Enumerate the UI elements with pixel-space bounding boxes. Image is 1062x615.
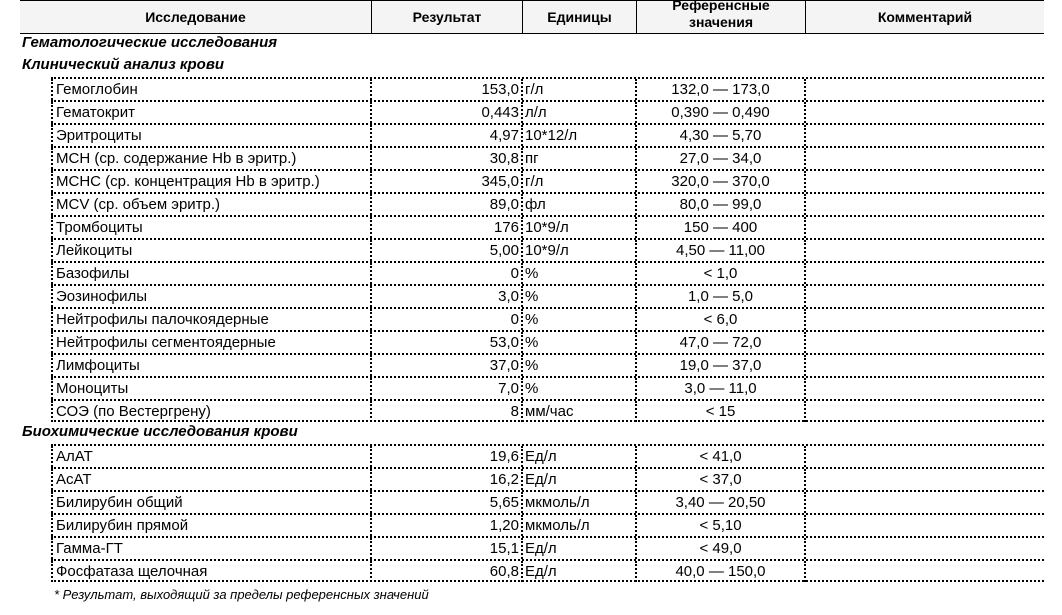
cbc-table — [51, 77, 1044, 422]
table-row — [51, 330, 1044, 353]
comment-cell — [804, 217, 1044, 238]
result-value-cell: 153,0 — [370, 79, 521, 100]
comment-cell — [804, 79, 1044, 100]
table-row — [51, 376, 1044, 399]
result-value-cell: 0 — [370, 309, 521, 330]
test-name-cell: Гематокрит — [51, 102, 370, 123]
test-name-cell: АсАТ — [51, 469, 370, 490]
table-row — [51, 238, 1044, 261]
test-name-cell: Лимфоциты — [51, 355, 370, 376]
section-biochem-title: Биохимические исследования крови — [22, 423, 298, 440]
comment-cell — [804, 401, 1044, 422]
table-row — [51, 307, 1044, 330]
reference-range-cell: 132,0 — 173,0 — [635, 79, 804, 100]
result-value-cell: 19,6 — [370, 446, 521, 467]
table-row — [51, 77, 1044, 100]
test-name-cell: Гамма-ГТ — [51, 538, 370, 559]
test-name-cell: MCHC (ср. концентрация Hb в эритр.) — [51, 171, 370, 192]
units-cell: % — [521, 309, 635, 330]
reference-range-cell: 27,0 — 34,0 — [635, 148, 804, 169]
units-cell: Ед/л — [521, 469, 635, 490]
test-name-cell: Нейтрофилы сегментоядерные — [51, 332, 370, 353]
reference-range-cell: 0,390 — 0,490 — [635, 102, 804, 123]
test-name-cell: Билирубин общий — [51, 492, 370, 513]
units-cell: % — [521, 332, 635, 353]
table-row — [51, 559, 1044, 582]
table-row — [51, 192, 1044, 215]
result-value-cell: 1,20 — [370, 515, 521, 536]
column-header-reference-line2: значения — [689, 14, 753, 30]
table-row — [51, 123, 1044, 146]
footnote: * Результат, выходящий за пределы референсных значений — [54, 587, 429, 602]
units-cell: Ед/л — [521, 446, 635, 467]
table-row — [51, 399, 1044, 422]
comment-cell — [804, 538, 1044, 559]
column-header-reference-line1: Референсные — [672, 0, 770, 13]
table-header — [20, 0, 1044, 34]
result-value-cell: 4,97 — [370, 125, 521, 146]
reference-range-cell: 40,0 — 150,0 — [635, 561, 804, 582]
reference-range-cell: 4,30 — 5,70 — [635, 125, 804, 146]
column-header-units-label: Единицы — [547, 8, 612, 25]
units-cell: г/л — [521, 79, 635, 100]
test-name-cell: MCH (ср. содержание Hb в эритр.) — [51, 148, 370, 169]
column-header-reference — [636, 1, 805, 33]
comment-cell — [804, 171, 1044, 192]
comment-cell — [804, 148, 1044, 169]
reference-range-cell: 19,0 — 37,0 — [635, 355, 804, 376]
units-cell: г/л — [521, 171, 635, 192]
test-name-cell: Эритроциты — [51, 125, 370, 146]
test-name-cell: Эозинофилы — [51, 286, 370, 307]
reference-range-cell: 150 — 400 — [635, 217, 804, 238]
units-cell: 10*12/л — [521, 125, 635, 146]
result-value-cell: 15,1 — [370, 538, 521, 559]
table-row — [51, 261, 1044, 284]
reference-range-cell: 4,50 — 11,00 — [635, 240, 804, 261]
column-header-result-label: Результат — [412, 8, 482, 25]
test-name-cell: Нейтрофилы палочкоядерные — [51, 309, 370, 330]
units-cell: фл — [521, 194, 635, 215]
column-header-result — [371, 1, 522, 33]
comment-cell — [804, 446, 1044, 467]
result-value-cell: 89,0 — [370, 194, 521, 215]
table-row — [51, 536, 1044, 559]
table-row — [51, 513, 1044, 536]
column-header-comment — [805, 1, 1044, 33]
units-cell: 10*9/л — [521, 217, 635, 238]
test-name-cell: MCV (ср. объем эритр.) — [51, 194, 370, 215]
result-value-cell: 0 — [370, 263, 521, 284]
comment-cell — [804, 378, 1044, 399]
test-name-cell: СОЭ (по Вестергрену) — [51, 401, 370, 422]
reference-range-cell: 80,0 — 99,0 — [635, 194, 804, 215]
test-name-cell: Моноциты — [51, 378, 370, 399]
table-row — [51, 169, 1044, 192]
table-row — [51, 490, 1044, 513]
reference-range-cell: < 41,0 — [635, 446, 804, 467]
reference-range-cell: 3,40 — 20,50 — [635, 492, 804, 513]
result-value-cell: 5,00 — [370, 240, 521, 261]
result-value-cell: 30,8 — [370, 148, 521, 169]
reference-range-cell: 47,0 — 72,0 — [635, 332, 804, 353]
comment-cell — [804, 492, 1044, 513]
column-header-comment-label: Комментарий — [877, 8, 973, 25]
units-cell: 10*9/л — [521, 240, 635, 261]
reference-range-cell: < 6,0 — [635, 309, 804, 330]
column-header-reference-label — [672, 0, 770, 31]
comment-cell — [804, 286, 1044, 307]
comment-cell — [804, 515, 1044, 536]
column-header-name — [20, 1, 371, 33]
reference-range-cell: < 1,0 — [635, 263, 804, 284]
table-row — [51, 100, 1044, 123]
biochem-table — [51, 444, 1044, 582]
units-cell: Ед/л — [521, 538, 635, 559]
units-cell: мкмоль/л — [521, 492, 635, 513]
units-cell: мкмоль/л — [521, 515, 635, 536]
table-row — [51, 215, 1044, 238]
test-name-cell: Фосфатаза щелочная — [51, 561, 370, 582]
comment-cell — [804, 125, 1044, 146]
section-hematology-title: Гематологические исследования — [22, 34, 278, 51]
result-value-cell: 176 — [370, 217, 521, 238]
units-cell: % — [521, 286, 635, 307]
result-value-cell: 53,0 — [370, 332, 521, 353]
reference-range-cell: < 37,0 — [635, 469, 804, 490]
test-name-cell: Базофилы — [51, 263, 370, 284]
result-value-cell: 16,2 — [370, 469, 521, 490]
units-cell: Ед/л — [521, 561, 635, 582]
comment-cell — [804, 102, 1044, 123]
result-value-cell: 3,0 — [370, 286, 521, 307]
test-name-cell: Гемоглобин — [51, 79, 370, 100]
result-value-cell: 37,0 — [370, 355, 521, 376]
comment-cell — [804, 263, 1044, 284]
table-row — [51, 444, 1044, 467]
table-row — [51, 146, 1044, 169]
test-name-cell: Лейкоциты — [51, 240, 370, 261]
reference-range-cell: 3,0 — 11,0 — [635, 378, 804, 399]
test-name-cell: Билирубин прямой — [51, 515, 370, 536]
units-cell: % — [521, 378, 635, 399]
units-cell: % — [521, 263, 635, 284]
units-cell: мм/час — [521, 401, 635, 422]
result-value-cell: 0,443 — [370, 102, 521, 123]
result-value-cell: 60,8 — [370, 561, 521, 582]
table-row — [51, 353, 1044, 376]
units-cell: % — [521, 355, 635, 376]
units-cell: пг — [521, 148, 635, 169]
test-name-cell: АлАТ — [51, 446, 370, 467]
column-header-units — [522, 1, 636, 33]
reference-range-cell: < 15 — [635, 401, 804, 422]
column-header-name-label: Исследование — [145, 8, 246, 25]
test-name-cell: Тромбоциты — [51, 217, 370, 238]
table-row — [51, 467, 1044, 490]
comment-cell — [804, 309, 1044, 330]
result-value-cell: 5,65 — [370, 492, 521, 513]
reference-range-cell: < 49,0 — [635, 538, 804, 559]
reference-range-cell: 320,0 — 370,0 — [635, 171, 804, 192]
comment-cell — [804, 561, 1044, 582]
section-cbc-title: Клинический анализ крови — [22, 56, 225, 73]
units-cell: л/л — [521, 102, 635, 123]
result-value-cell: 7,0 — [370, 378, 521, 399]
result-value-cell: 345,0 — [370, 171, 521, 192]
reference-range-cell: 1,0 — 5,0 — [635, 286, 804, 307]
reference-range-cell: < 5,10 — [635, 515, 804, 536]
comment-cell — [804, 469, 1044, 490]
table-row — [51, 284, 1044, 307]
comment-cell — [804, 240, 1044, 261]
comment-cell — [804, 332, 1044, 353]
comment-cell — [804, 355, 1044, 376]
result-value-cell: 8 — [370, 401, 521, 422]
comment-cell — [804, 194, 1044, 215]
